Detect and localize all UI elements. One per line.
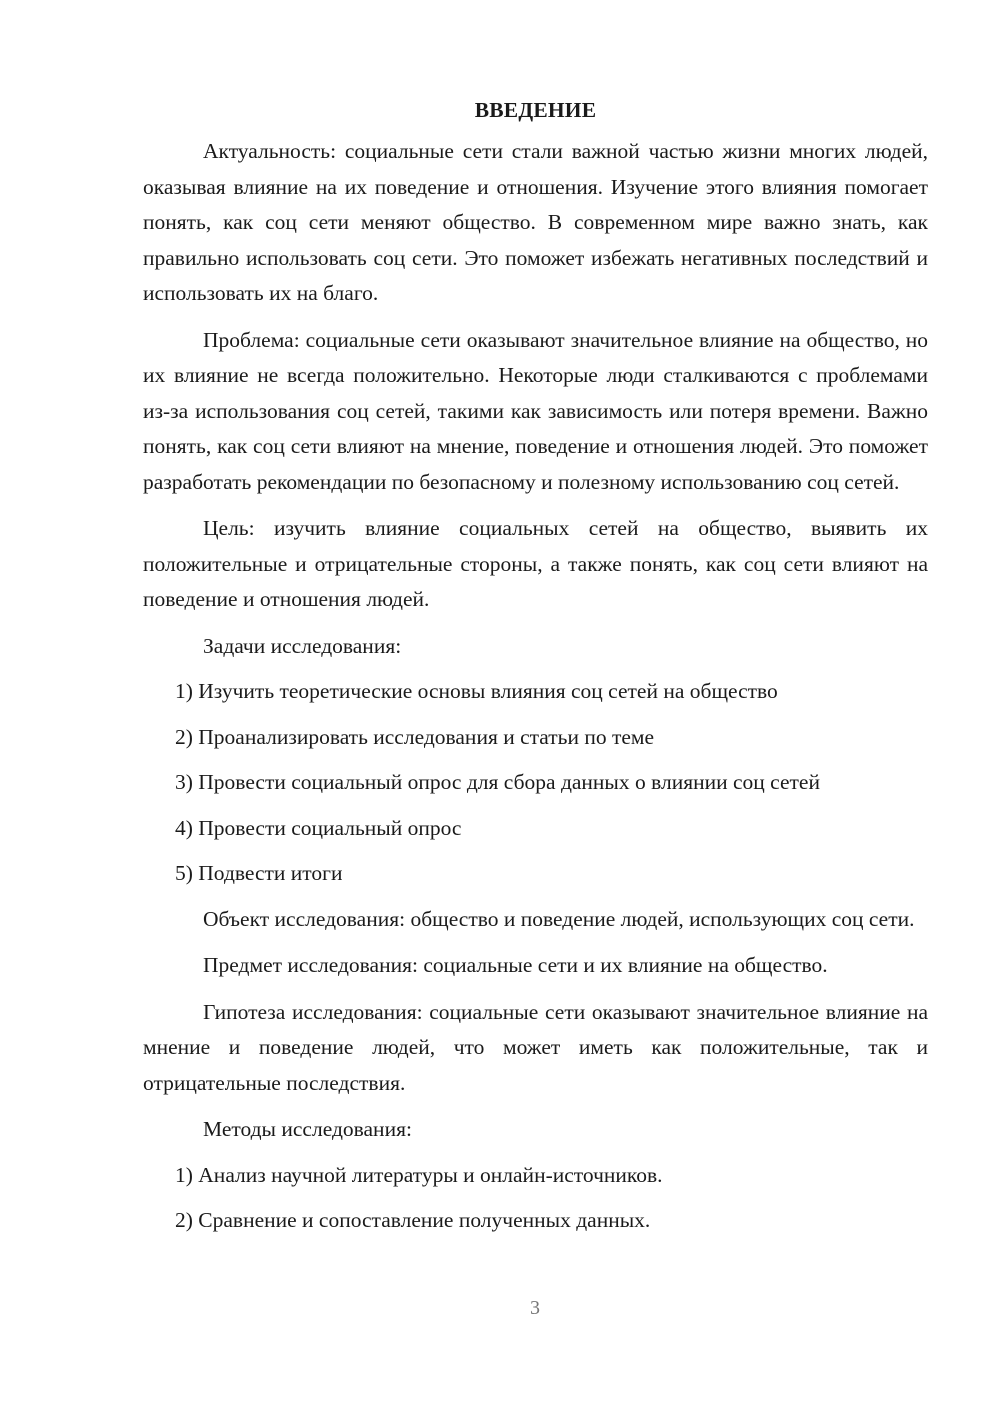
list-item: 2) Сравнение и сопоставление полученных данных. — [175, 1208, 651, 1232]
list-item: 1) Анализ научной литературы и онлайн-источников. — [175, 1162, 663, 1187]
list-item: 4) Провести социальный опрос — [175, 815, 462, 840]
tasks-label: Задачи исследования: — [203, 633, 402, 658]
methods-label: Методы исследования: — [203, 1117, 412, 1141]
relevance-paragraph: Актуальность: социальные сети стали важной частью жизни многих людей, оказывая влияние на их поведение и отношения. Изучение этого влияния помогает понять, как соц сети меняют общество. В современном мире важно знать, как правильно использовать соц сети. Это поможет избежать негативных последствий и использовать их на благо. — [143, 139, 928, 305]
list-item: 5) Подвести итоги — [175, 861, 343, 885]
page-content — [143, 93, 928, 1249]
goal-paragraph: Цель: изучить влияние социальных сетей на общество, выявить их положительные и отрицательные стороны, а также понять, как соц сети влияют на поведение и отношения людей. — [143, 516, 928, 611]
list-item: 3) Провести социальный опрос для сбора данных о влиянии соц сетей — [175, 770, 820, 794]
section-title: ВВЕДЕНИЕ — [474, 98, 597, 122]
page-number: 3 — [530, 1297, 540, 1319]
methods-list — [143, 1158, 928, 1239]
tasks-list — [143, 674, 928, 892]
list-item: 1) Изучить теоретические основы влияния соц сетей на общество — [175, 679, 778, 703]
problem-paragraph: Проблема: социальные сети оказывают значительное влияние на общество, но их влияние не всегда положительно. Некоторые люди сталкиваются с проблемами из-за использования соц сетей, такими как зависимость или потеря времени. Важно понять, как соц сети влияют на мнение, поведение и отношения людей. Это поможет разработать рекомендации по безопасному и полезному использованию соц сетей. — [143, 327, 928, 494]
object-paragraph: Объект исследования: общество и поведение людей, использующих соц сети. — [203, 906, 915, 931]
subject-paragraph: Предмет исследования: социальные сети и их влияние на общество. — [203, 953, 828, 977]
hypothesis-paragraph: Гипотеза исследования: социальные сети оказывают значительное влияние на мнение и поведение людей, что может иметь как положительные, так и отрицательные последствия. — [143, 999, 928, 1095]
list-item: 2) Проанализировать исследования и статьи по теме — [175, 724, 655, 749]
